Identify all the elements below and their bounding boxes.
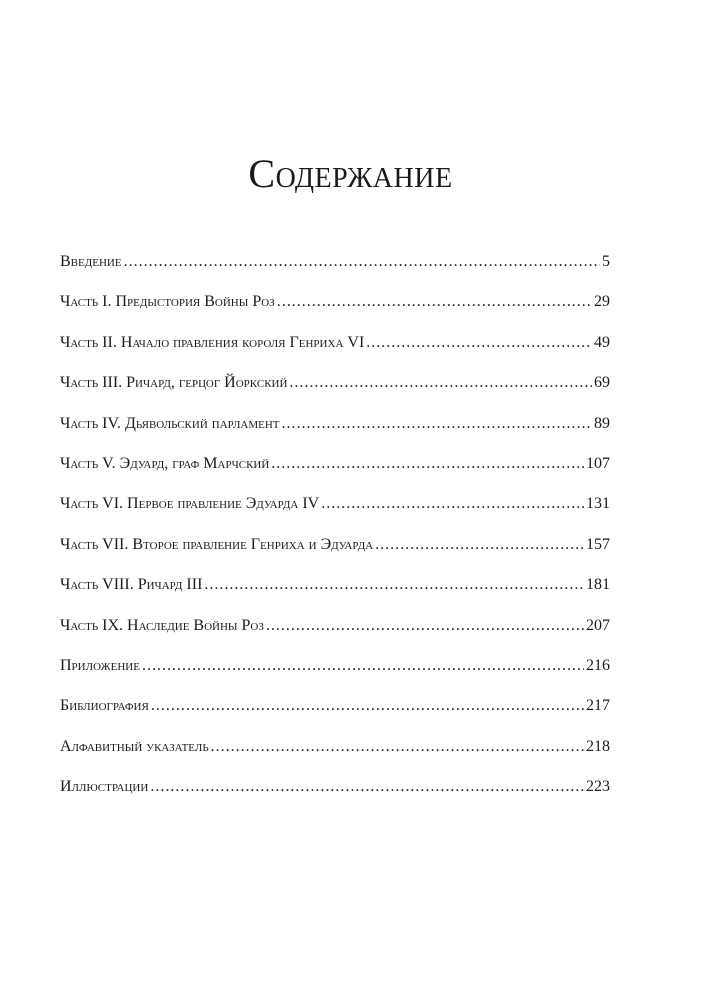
dot-leader: [289, 374, 592, 392]
dot-leader: [271, 455, 584, 473]
toc-entry-page: 131: [586, 495, 610, 513]
toc-entry[interactable]: [60, 253, 610, 293]
toc-entry[interactable]: [60, 657, 610, 697]
toc-entry-page: 223: [586, 778, 610, 796]
toc-entry-label: Приложение: [60, 656, 140, 674]
toc-entry-page: 218: [586, 737, 610, 755]
toc-entry-label: Часть VI. Первое правление Эдуарда IV: [60, 495, 320, 513]
dot-leader: [204, 576, 584, 594]
toc-entry[interactable]: [60, 495, 610, 535]
dot-leader: [277, 293, 592, 311]
toc-entry-page: 107: [586, 454, 610, 472]
dot-leader: [124, 253, 600, 271]
dot-leader: [266, 617, 584, 635]
table-of-contents: [60, 253, 610, 818]
toc-entry-page: 69: [594, 374, 610, 392]
dot-leader: [321, 495, 584, 513]
toc-entry-page: 29: [594, 293, 610, 311]
dot-leader: [211, 738, 584, 756]
toc-entry-page: 216: [586, 656, 610, 674]
toc-entry[interactable]: [60, 576, 610, 616]
toc-entry-label: Часть IV. Дьявольский парламент: [60, 414, 280, 432]
dot-leader: [151, 697, 584, 715]
toc-entry[interactable]: [60, 293, 610, 333]
toc-entry-label: Часть I. Предыстория Войны Роз: [60, 293, 275, 311]
toc-entry-label: Часть VII. Второе правление Генриха и Эдуарда: [60, 535, 374, 553]
toc-entry-page: 181: [586, 576, 610, 594]
toc-entry-label: Часть VIII. Ричард III: [60, 576, 203, 594]
toc-entry[interactable]: [60, 778, 610, 818]
dot-leader: [375, 536, 584, 554]
page-title: Содержание: [248, 151, 453, 196]
toc-entry[interactable]: [60, 536, 610, 576]
toc-entry-label: Библиография: [60, 697, 149, 715]
toc-entry-label: Введение: [60, 253, 122, 270]
toc-entry[interactable]: [60, 617, 610, 657]
toc-entry-page: 157: [586, 535, 610, 553]
toc-entry[interactable]: [60, 415, 610, 455]
toc-entry-label: Часть II. Начало правления короля Генриха VI: [60, 333, 365, 351]
toc-entry-page: 5: [602, 253, 610, 270]
toc-entry-page: 207: [586, 616, 610, 634]
dot-leader: [142, 657, 584, 675]
toc-entry-label: Часть III. Ричард, герцог Йоркский: [60, 374, 288, 392]
toc-entry-label: Часть IX. Наследие Войны Роз: [60, 616, 264, 634]
dot-leader: [366, 334, 592, 352]
toc-entry-label: Часть V. Эдуард, граф Марчский: [60, 454, 270, 472]
toc-entry[interactable]: [60, 738, 610, 778]
toc-entry-page: 89: [594, 414, 610, 432]
dot-leader: [150, 778, 584, 796]
toc-entry[interactable]: [60, 455, 610, 495]
toc-entry-page: 217: [586, 697, 610, 715]
toc-entry[interactable]: [60, 334, 610, 374]
toc-entry-label: Алфавитный указатель: [60, 737, 209, 755]
toc-entry-page: 49: [594, 333, 610, 351]
dot-leader: [282, 415, 592, 433]
toc-entry[interactable]: [60, 697, 610, 737]
toc-entry[interactable]: [60, 374, 610, 414]
toc-entry-label: Иллюстрации: [60, 778, 149, 796]
